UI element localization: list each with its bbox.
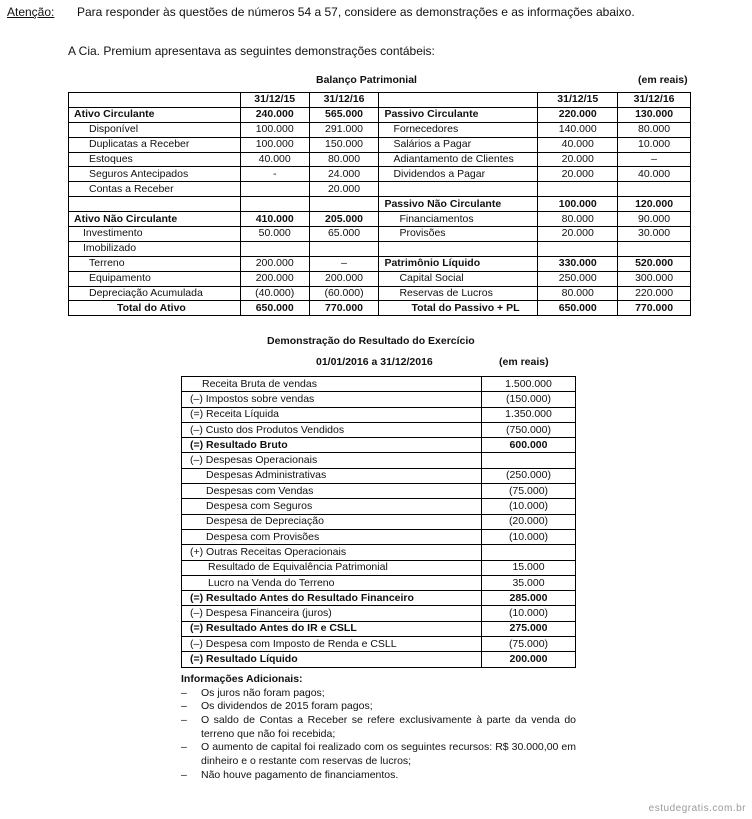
income-statement-label: (–) Impostos sobre vendas	[182, 392, 482, 407]
income-statement-label: Receita Bruta de vendas	[182, 377, 482, 392]
balance-sheet-row	[69, 167, 691, 182]
liability-value-2015: 20.000	[538, 152, 618, 167]
liability-label: Salários a Pagar	[379, 137, 538, 152]
liability-value-2015: 80.000	[538, 286, 618, 301]
income-statement-value: 15.000	[482, 560, 576, 575]
asset-value-2016: 200.000	[309, 271, 379, 286]
income-statement-body	[182, 377, 576, 668]
income-statement-label: (–) Despesas Operacionais	[182, 453, 482, 468]
liability-value-2016: 220.000	[618, 286, 691, 301]
additional-info-item: Os dividendos de 2015 foram pagos;	[201, 700, 373, 712]
liability-value-2015: 140.000	[538, 122, 618, 137]
liability-label: Passivo Não Circulante	[379, 197, 538, 212]
bullet-dash: –	[181, 769, 187, 781]
asset-value-2015	[240, 197, 309, 212]
liability-value-2015: 650.000	[538, 301, 618, 316]
asset-value-2015: 200.000	[240, 256, 309, 271]
asset-value-2015: (40.000)	[240, 286, 309, 301]
liability-value-2016: 120.000	[618, 197, 691, 212]
income-statement-row	[182, 652, 576, 667]
asset-value-2016: (60.000)	[309, 286, 379, 301]
asset-value-2015: 240.000	[240, 107, 309, 122]
income-statement-label: (=) Resultado Líquido	[182, 652, 482, 667]
asset-label: Contas a Receber	[69, 182, 241, 197]
income-statement-row	[182, 407, 576, 422]
bullet-dash: –	[181, 714, 187, 726]
balance-sheet-row	[69, 227, 691, 242]
income-statement-value: (75.000)	[482, 637, 576, 652]
income-statement-value: 275.000	[482, 621, 576, 636]
asset-value-2015: -	[240, 167, 309, 182]
balance-sheet-body	[69, 107, 691, 315]
income-statement-row	[182, 453, 576, 468]
asset-label: Terreno	[69, 256, 241, 271]
asset-value-2016: 291.000	[309, 122, 379, 137]
liability-value-2015: 20.000	[538, 227, 618, 242]
column-header: 31/12/16	[309, 93, 379, 108]
income-statement-row	[182, 621, 576, 636]
income-statement-label: (–) Despesa Financeira (juros)	[182, 606, 482, 621]
liability-value-2016: 300.000	[618, 271, 691, 286]
asset-value-2016: 565.000	[309, 107, 379, 122]
income-statement-value: (750.000)	[482, 422, 576, 437]
liability-value-2015: 80.000	[538, 212, 618, 227]
income-statement-value: 35.000	[482, 575, 576, 590]
bullet-dash: –	[181, 741, 187, 753]
asset-label: Estoques	[69, 152, 241, 167]
asset-value-2016: 20.000	[309, 182, 379, 197]
liability-label: Fornecedores	[379, 122, 538, 137]
asset-label: Total do Ativo	[69, 301, 241, 316]
asset-value-2015: 200.000	[240, 271, 309, 286]
liability-value-2015: 20.000	[538, 167, 618, 182]
asset-value-2016: 80.000	[309, 152, 379, 167]
asset-label: Disponível	[69, 122, 241, 137]
income-statement-label: Despesa com Provisões	[182, 529, 482, 544]
asset-value-2016: 205.000	[309, 212, 379, 227]
income-statement-row	[182, 545, 576, 560]
income-statement-label: (=) Resultado Bruto	[182, 438, 482, 453]
liability-label: Capital Social	[379, 271, 538, 286]
balance-sheet-row	[69, 241, 691, 256]
asset-value-2016: 770.000	[309, 301, 379, 316]
income-statement-row	[182, 468, 576, 483]
income-statement-row	[182, 392, 576, 407]
income-statement-table	[181, 376, 576, 668]
income-statement-value	[482, 453, 576, 468]
income-statement-value: 1.500.000	[482, 377, 576, 392]
income-statement-label: (–) Custo dos Produtos Vendidos	[182, 422, 482, 437]
liability-value-2016: 770.000	[618, 301, 691, 316]
liability-value-2016: 80.000	[618, 122, 691, 137]
column-header: 31/12/15	[240, 93, 309, 108]
asset-value-2016	[309, 241, 379, 256]
asset-value-2015: 50.000	[240, 227, 309, 242]
attention-label: Atenção:	[7, 5, 55, 19]
liability-label: Reservas de Lucros	[379, 286, 538, 301]
liability-value-2016	[618, 182, 691, 197]
liability-value-2015: 220.000	[538, 107, 618, 122]
balance-sheet-title: Balanço Patrimonial	[316, 74, 417, 86]
asset-value-2015	[240, 182, 309, 197]
liability-value-2015: 330.000	[538, 256, 618, 271]
liability-label: Passivo Circulante	[379, 107, 538, 122]
asset-label: Ativo Não Circulante	[69, 212, 241, 227]
income-statement-value: 285.000	[482, 591, 576, 606]
liability-value-2016	[618, 241, 691, 256]
income-statement-row	[182, 529, 576, 544]
balance-sheet-row	[69, 286, 691, 301]
income-statement-row	[182, 606, 576, 621]
asset-value-2015: 100.000	[240, 122, 309, 137]
balance-sheet-header-row	[69, 93, 691, 108]
additional-info-item: O saldo de Contas a Receber se refere exclusivamente à parte da venda do terreno que não foi recebida;	[201, 714, 576, 740]
asset-value-2015: 410.000	[240, 212, 309, 227]
liability-label: Total do Passivo + PL	[379, 301, 538, 316]
balance-sheet-row	[69, 137, 691, 152]
asset-value-2016	[309, 197, 379, 212]
balance-sheet-row	[69, 197, 691, 212]
liability-value-2016: 10.000	[618, 137, 691, 152]
income-statement-value: (10.000)	[482, 529, 576, 544]
income-statement-value: 1.350.000	[482, 407, 576, 422]
income-statement-value: (250.000)	[482, 468, 576, 483]
income-statement-title: Demonstração do Resultado do Exercício	[267, 335, 475, 347]
intro-text: A Cia. Premium apresentava as seguintes demonstrações contábeis:	[68, 44, 435, 58]
balance-sheet-row	[69, 256, 691, 271]
income-statement-row	[182, 499, 576, 514]
income-statement-row	[182, 560, 576, 575]
liability-value-2015: 40.000	[538, 137, 618, 152]
liability-value-2016: 30.000	[618, 227, 691, 242]
asset-value-2016: 150.000	[309, 137, 379, 152]
income-statement-label: Despesa com Seguros	[182, 499, 482, 514]
liability-label: Dividendos a Pagar	[379, 167, 538, 182]
income-statement-value: (10.000)	[482, 606, 576, 621]
balance-sheet-row	[69, 182, 691, 197]
income-statement-row	[182, 484, 576, 499]
liability-label: Provisões	[379, 227, 538, 242]
income-statement-label: Lucro na Venda do Terreno	[182, 575, 482, 590]
asset-label: Investimento	[69, 227, 241, 242]
asset-value-2015	[240, 241, 309, 256]
header-cell	[69, 93, 241, 108]
liability-value-2016: 130.000	[618, 107, 691, 122]
asset-label: Depreciação Acumulada	[69, 286, 241, 301]
balance-sheet-row	[69, 107, 691, 122]
asset-label	[69, 197, 241, 212]
income-statement-row	[182, 637, 576, 652]
additional-info-item: Não houve pagamento de financiamentos.	[201, 769, 399, 781]
income-statement-row	[182, 575, 576, 590]
liability-label: Patrimônio Líquido	[379, 256, 538, 271]
balance-sheet-row	[69, 271, 691, 286]
attention-text: Para responder às questões de números 54 a 57, considere as demonstrações e as informações abaixo.	[77, 5, 635, 19]
income-statement-value: (75.000)	[482, 484, 576, 499]
bullet-dash: –	[181, 700, 187, 712]
asset-label: Seguros Antecipados	[69, 167, 241, 182]
asset-value-2015: 100.000	[240, 137, 309, 152]
additional-info-title: Informações Adicionais:	[181, 673, 303, 685]
income-statement-row	[182, 438, 576, 453]
income-statement-value: (10.000)	[482, 499, 576, 514]
income-statement-label: Resultado de Equivalência Patrimonial	[182, 560, 482, 575]
income-statement-label: (+) Outras Receitas Operacionais	[182, 545, 482, 560]
liability-value-2016: –	[618, 152, 691, 167]
liability-value-2015	[538, 182, 618, 197]
balance-sheet-table	[68, 92, 691, 316]
asset-value-2016: –	[309, 256, 379, 271]
income-statement-value: (150.000)	[482, 392, 576, 407]
header-cell	[379, 93, 538, 108]
balance-sheet-row	[69, 301, 691, 316]
income-statement-label: Despesas Administrativas	[182, 468, 482, 483]
income-statement-row	[182, 422, 576, 437]
income-statement-label: (=) Receita Líquida	[182, 407, 482, 422]
income-statement-row	[182, 514, 576, 529]
income-statement-label: Despesas com Vendas	[182, 484, 482, 499]
income-statement-value	[482, 545, 576, 560]
asset-value-2016: 24.000	[309, 167, 379, 182]
balance-sheet-row	[69, 212, 691, 227]
balance-sheet-unit: (em reais)	[638, 74, 688, 86]
liability-value-2016: 520.000	[618, 256, 691, 271]
asset-value-2016: 65.000	[309, 227, 379, 242]
liability-value-2015	[538, 241, 618, 256]
liability-value-2016: 40.000	[618, 167, 691, 182]
asset-value-2015: 650.000	[240, 301, 309, 316]
additional-info-item: Os juros não foram pagos;	[201, 687, 325, 699]
balance-sheet-row	[69, 152, 691, 167]
income-statement-label: (=) Resultado Antes do Resultado Financeiro	[182, 591, 482, 606]
income-statement-unit: (em reais)	[499, 356, 549, 368]
liability-value-2016: 90.000	[618, 212, 691, 227]
income-statement-value: 600.000	[482, 438, 576, 453]
income-statement-value: 200.000	[482, 652, 576, 667]
bullet-dash: –	[181, 687, 187, 699]
liability-label: Adiantamento de Clientes	[379, 152, 538, 167]
asset-label: Equipamento	[69, 271, 241, 286]
asset-label: Duplicatas a Receber	[69, 137, 241, 152]
liability-label: Financiamentos	[379, 212, 538, 227]
income-statement-value: (20.000)	[482, 514, 576, 529]
income-statement-period: 01/01/2016 a 31/12/2016	[316, 356, 433, 368]
income-statement-label: Despesa de Depreciação	[182, 514, 482, 529]
watermark: estudegratis.com.br	[648, 803, 746, 814]
column-header: 31/12/15	[538, 93, 618, 108]
column-header: 31/12/16	[618, 93, 691, 108]
asset-label: Ativo Circulante	[69, 107, 241, 122]
income-statement-label: (–) Despesa com Imposto de Renda e CSLL	[182, 637, 482, 652]
asset-value-2015: 40.000	[240, 152, 309, 167]
balance-sheet-row	[69, 122, 691, 137]
liability-value-2015: 100.000	[538, 197, 618, 212]
liability-value-2015: 250.000	[538, 271, 618, 286]
income-statement-row	[182, 377, 576, 392]
additional-info-item: O aumento de capital foi realizado com os seguintes recursos: R$ 30.000,00 em dinheiro e o restante com reservas de lucros;	[201, 741, 576, 767]
liability-label	[379, 182, 538, 197]
asset-label: Imobilizado	[69, 241, 241, 256]
income-statement-row	[182, 591, 576, 606]
liability-label	[379, 241, 538, 256]
income-statement-label: (=) Resultado Antes do IR e CSLL	[182, 621, 482, 636]
